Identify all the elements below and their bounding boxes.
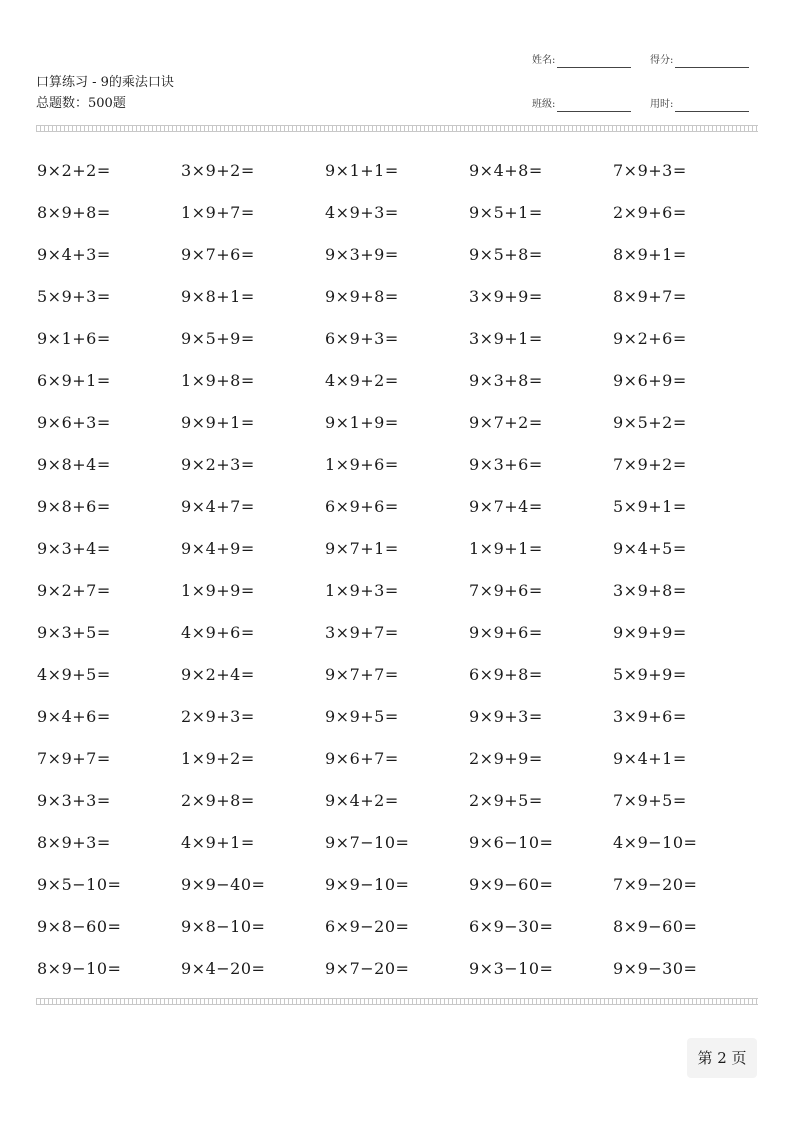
problem-item: 1×9+1= xyxy=(469,539,543,558)
name-field xyxy=(532,54,631,68)
problem-item: 9×9−10= xyxy=(325,875,410,894)
problem-item: 6×9−20= xyxy=(325,917,410,936)
decorative-border-top xyxy=(36,125,758,132)
class-label: 班级: xyxy=(532,99,556,110)
problem-item: 2×9+5= xyxy=(469,791,543,810)
problem-item: 9×8−60= xyxy=(37,917,122,936)
problem-item: 2×9+9= xyxy=(469,749,543,768)
time-label: 用时: xyxy=(650,99,674,110)
problem-item: 9×1+6= xyxy=(37,329,111,348)
time-field xyxy=(650,98,749,112)
problem-item: 9×4−20= xyxy=(181,959,266,978)
class-field xyxy=(532,98,631,112)
problem-item: 9×4+6= xyxy=(37,707,111,726)
problem-item: 3×9+9= xyxy=(469,287,543,306)
problem-item: 9×8−10= xyxy=(181,917,266,936)
problem-item: 9×7−10= xyxy=(325,833,410,852)
problem-item: 9×3+6= xyxy=(469,455,543,474)
problem-item: 9×8+1= xyxy=(181,287,255,306)
problem-item: 3×9+1= xyxy=(469,329,543,348)
problem-item: 9×1+1= xyxy=(325,161,399,180)
problem-item: 4×9+5= xyxy=(37,665,111,684)
problem-item: 9×7+4= xyxy=(469,497,543,516)
problem-item: 9×7+7= xyxy=(325,665,399,684)
problem-item: 9×6+3= xyxy=(37,413,111,432)
problem-item: 4×9+3= xyxy=(325,203,399,222)
problem-item: 9×7−20= xyxy=(325,959,410,978)
problem-item: 9×3+5= xyxy=(37,623,111,642)
problem-item: 1×9+2= xyxy=(181,749,255,768)
problem-item: 9×9+5= xyxy=(325,707,399,726)
problem-item: 3×9+2= xyxy=(181,161,255,180)
problem-item: 2×9+3= xyxy=(181,707,255,726)
decorative-border-bottom xyxy=(36,998,758,1005)
name-blank-line[interactable] xyxy=(557,57,631,68)
problem-item: 9×4+2= xyxy=(325,791,399,810)
problem-item: 9×2+2= xyxy=(37,161,111,180)
problem-item: 9×9−30= xyxy=(613,959,698,978)
problem-item: 7×9+7= xyxy=(37,749,111,768)
problem-item: 4×9+6= xyxy=(181,623,255,642)
problem-item: 9×2+3= xyxy=(181,455,255,474)
problem-item: 9×9−40= xyxy=(181,875,266,894)
problem-item: 9×2+7= xyxy=(37,581,111,600)
problem-item: 6×9+6= xyxy=(325,497,399,516)
problem-item: 9×5+2= xyxy=(613,413,687,432)
problem-item: 8×9+8= xyxy=(37,203,111,222)
problem-item: 6×9+1= xyxy=(37,371,111,390)
problem-item: 1×9+6= xyxy=(325,455,399,474)
problem-item: 3×9+6= xyxy=(613,707,687,726)
problem-item: 8×9+3= xyxy=(37,833,111,852)
problem-item: 9×7+6= xyxy=(181,245,255,264)
problem-item: 9×5−10= xyxy=(37,875,122,894)
problem-item: 9×4+5= xyxy=(613,539,687,558)
problem-item: 9×2+4= xyxy=(181,665,255,684)
problem-item: 9×4+9= xyxy=(181,539,255,558)
problem-item: 9×9−60= xyxy=(469,875,554,894)
problem-item: 4×9+2= xyxy=(325,371,399,390)
problem-item: 8×9+1= xyxy=(613,245,687,264)
problem-item: 6×9+8= xyxy=(469,665,543,684)
problem-item: 9×9+6= xyxy=(469,623,543,642)
problem-item: 1×9+3= xyxy=(325,581,399,600)
class-blank-line[interactable] xyxy=(557,101,631,112)
problem-item: 9×9+3= xyxy=(469,707,543,726)
time-blank-line[interactable] xyxy=(675,101,749,112)
problem-item: 9×4+1= xyxy=(613,749,687,768)
problem-item: 5×9+3= xyxy=(37,287,111,306)
problem-item: 9×1+9= xyxy=(325,413,399,432)
problem-item: 9×9+8= xyxy=(325,287,399,306)
problem-item: 1×9+7= xyxy=(181,203,255,222)
problem-item: 9×3−10= xyxy=(469,959,554,978)
problem-item: 9×6+9= xyxy=(613,371,687,390)
problem-item: 9×8+6= xyxy=(37,497,111,516)
problem-item: 3×9+8= xyxy=(613,581,687,600)
problem-item: 8×9−60= xyxy=(613,917,698,936)
problem-item: 9×6+7= xyxy=(325,749,399,768)
problem-item: 9×5+9= xyxy=(181,329,255,348)
problem-item: 8×9−10= xyxy=(37,959,122,978)
problem-item: 9×4+3= xyxy=(37,245,111,264)
problem-item: 9×4+8= xyxy=(469,161,543,180)
problem-item: 1×9+8= xyxy=(181,371,255,390)
score-label: 得分: xyxy=(650,55,674,66)
name-label: 姓名: xyxy=(532,55,556,66)
problem-item: 4×9+1= xyxy=(181,833,255,852)
problem-item: 9×3+8= xyxy=(469,371,543,390)
problem-item: 9×5+8= xyxy=(469,245,543,264)
problem-item: 9×7+2= xyxy=(469,413,543,432)
problem-item: 5×9+1= xyxy=(613,497,687,516)
problem-item: 2×9+6= xyxy=(613,203,687,222)
problem-item: 1×9+9= xyxy=(181,581,255,600)
problem-item: 5×9+9= xyxy=(613,665,687,684)
problem-item: 6×9−30= xyxy=(469,917,554,936)
total-questions: 总题数：500题 xyxy=(36,96,126,111)
problem-item: 9×9+1= xyxy=(181,413,255,432)
problem-item: 8×9+7= xyxy=(613,287,687,306)
problem-item: 7×9+2= xyxy=(613,455,687,474)
problem-item: 9×9+9= xyxy=(613,623,687,642)
problem-item: 9×4+7= xyxy=(181,497,255,516)
problem-item: 7×9+3= xyxy=(613,161,687,180)
score-blank-line[interactable] xyxy=(675,57,749,68)
page-number: 第 2 页 xyxy=(687,1038,757,1078)
problem-item: 7×9+5= xyxy=(613,791,687,810)
problem-item: 2×9+8= xyxy=(181,791,255,810)
problem-item: 9×3+9= xyxy=(325,245,399,264)
problem-item: 6×9+3= xyxy=(325,329,399,348)
problem-item: 4×9−10= xyxy=(613,833,698,852)
worksheet-title: 口算练习 - 9的乘法口诀 xyxy=(36,75,174,90)
problem-item: 7×9−20= xyxy=(613,875,698,894)
problem-item: 9×7+1= xyxy=(325,539,399,558)
problem-item: 9×3+4= xyxy=(37,539,111,558)
problem-item: 9×3+3= xyxy=(37,791,111,810)
problem-item: 7×9+6= xyxy=(469,581,543,600)
problem-item: 3×9+7= xyxy=(325,623,399,642)
problem-item: 9×5+1= xyxy=(469,203,543,222)
problem-item: 9×2+6= xyxy=(613,329,687,348)
problem-item: 9×6−10= xyxy=(469,833,554,852)
problem-item: 9×8+4= xyxy=(37,455,111,474)
problem-grid xyxy=(37,150,757,990)
score-field xyxy=(650,54,749,68)
